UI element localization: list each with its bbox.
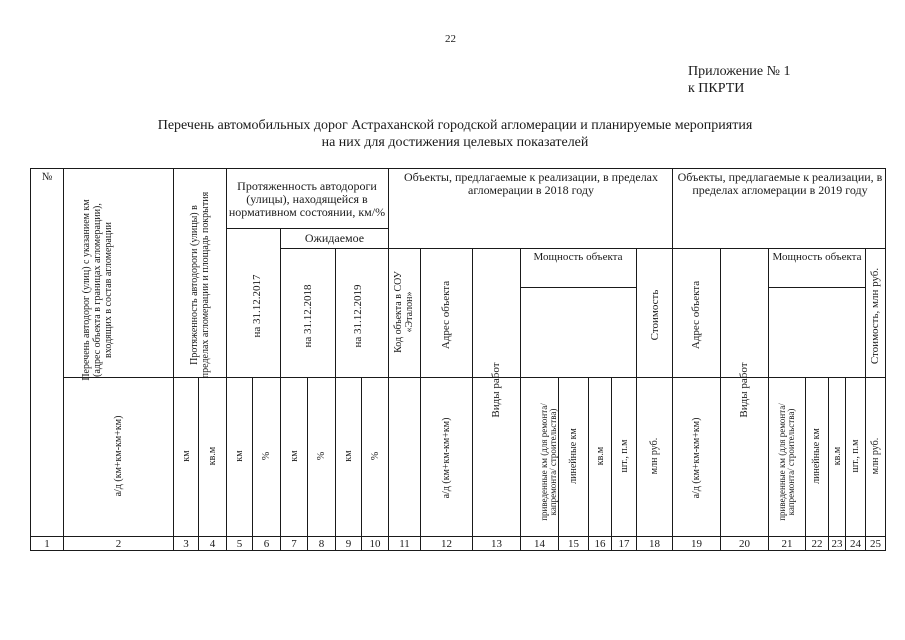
header-work-types-2019: Виды работ <box>737 362 750 418</box>
unit-km-3: км <box>180 450 192 462</box>
header-expected: Ожидаемое <box>304 231 365 245</box>
unit-road-12: а/д (км+км-км+км) <box>440 417 452 499</box>
header-as-of-2019: на 31.12.2019 <box>351 284 364 348</box>
unit-road-19: а/д (км+км-км+км) <box>690 417 702 499</box>
col-number-2: 2 <box>115 538 122 550</box>
col-number-14: 14 <box>534 538 545 550</box>
unit-pct-10: % <box>369 451 381 461</box>
col-number-8: 8 <box>318 538 325 550</box>
header-number: № <box>41 171 53 183</box>
header-address-2018: Адрес объекта <box>439 280 452 350</box>
header-as-of-2017: на 31.12.2017 <box>250 274 263 338</box>
unit-linear-km-15: линейные км <box>567 428 579 484</box>
unit-linear-km-22: линейные км <box>810 428 822 484</box>
col-number-11: 11 <box>399 538 410 550</box>
unit-reduced-km-14: приведенные км (для ремонта/ капремонта/ строительства) <box>538 403 558 521</box>
unit-mln-25: млн руб. <box>869 437 881 475</box>
header-cost-mln-2019: Стоимость, млн руб. <box>868 267 881 365</box>
col-number-10: 10 <box>369 538 381 550</box>
col-number-23: 23 <box>831 538 843 550</box>
header-capacity-2019: Мощность объекта <box>772 251 862 263</box>
col-number-24: 24 <box>850 538 861 550</box>
unit-road: а/д (км+км-км+км) <box>112 415 124 497</box>
header-address-2019: Адрес объекта <box>689 280 702 350</box>
unit-sqm-23: кв.м <box>831 446 843 466</box>
unit-reduced-km-21: приведенные км (для ремонта/ капремонта/ строительства) <box>776 403 796 521</box>
col-number-12: 12 <box>441 538 452 550</box>
col-number-25: 25 <box>870 538 881 550</box>
unit-sqm-4: кв.м <box>206 446 218 466</box>
col-number-3: 3 <box>183 538 189 550</box>
unit-sqm-16: кв.м <box>594 446 606 466</box>
header-capacity-2018: Мощность объекта <box>533 251 623 263</box>
unit-mln-18: млн руб. <box>648 437 660 475</box>
col-number-1: 1 <box>44 538 50 550</box>
col-number-19: 19 <box>691 538 702 550</box>
header-sou-code: Код объекта в СОУ «Эталон» <box>393 271 415 353</box>
unit-pcs-17: шт., п.м <box>618 439 630 473</box>
col-number-13: 13 <box>491 538 502 550</box>
col-number-18: 18 <box>649 538 660 550</box>
col-number-6: 6 <box>263 538 270 550</box>
unit-pcs-24: шт., п.м <box>849 439 861 473</box>
header-objects-2018: Объекты, предлагаемые к реализации, в пределах агломерации в 2018 году <box>403 170 659 197</box>
header-norm-state: Протяженность автодороги (улицы), находящейся в нормативном состоянии, км/% <box>228 178 386 219</box>
col-number-22: 22 <box>811 538 823 550</box>
col-number-5: 5 <box>236 538 243 550</box>
col-number-20: 20 <box>739 538 750 550</box>
unit-km-5: км <box>233 450 245 462</box>
unit-pct-6: % <box>260 451 272 461</box>
header-as-of-2018: на 31.12.2018 <box>301 284 314 348</box>
unit-pct-8: % <box>315 451 327 461</box>
col-number-21: 21 <box>781 538 793 550</box>
col-number-9: 9 <box>345 538 352 550</box>
header-length-total: Протяженность автодороги (улицы) в пределах агломерации и площадь покрытия <box>189 191 211 379</box>
col-number-15: 15 <box>568 538 579 550</box>
col-number-16: 16 <box>594 538 606 550</box>
page-number: 22 <box>445 33 456 45</box>
header-work-types-2018: Виды работ <box>489 362 502 418</box>
unit-km-7: км <box>288 450 300 462</box>
header-objects-2019: Объекты, предлагаемые к реализации, в пределах агломерации в 2019 году <box>677 170 883 197</box>
title-line-1: Перечень автомобильных дорог Астраханской городской агломерации и планируемые мероприятия <box>157 118 753 133</box>
col-number-17: 17 <box>618 538 630 550</box>
appendix-line-1: Приложение № 1 <box>688 64 791 79</box>
col-number-4: 4 <box>209 538 216 550</box>
col-number-7: 7 <box>291 538 297 550</box>
unit-km-9: км <box>342 450 354 462</box>
title-line-2: на них для достижения целевых показателей <box>321 135 589 150</box>
header-cost-2018: Стоимость <box>648 289 661 341</box>
appendix-line-2: к ПКРТИ <box>688 81 745 96</box>
header-road-list: Перечень автодорог (улиц) с указанием км (адрес объекта в границах агломерации), входящих в состав агломерации <box>80 199 114 381</box>
